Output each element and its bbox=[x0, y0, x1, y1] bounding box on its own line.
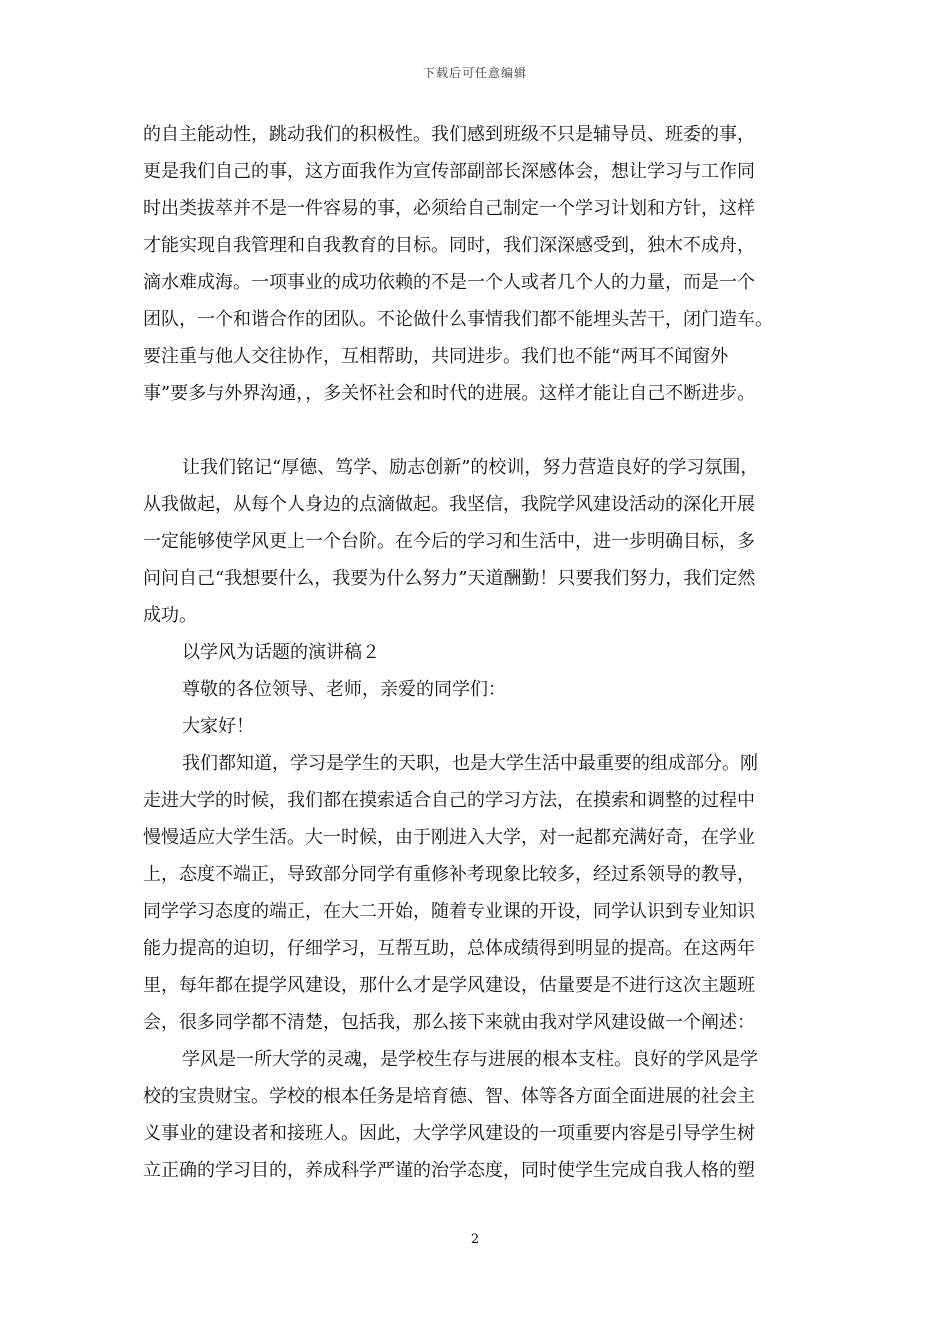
text-line: 时出类拔萃并不是一件容易的事，必须给自己制定一个学习计划和方针，这样 bbox=[143, 198, 755, 219]
text-line: 走进大学的时候，我们都在摸索适合自己的学习方法，在摸索和调整的过程中 bbox=[143, 790, 755, 811]
greeting: 大家好！ bbox=[182, 716, 254, 737]
page-number: 2 bbox=[470, 1232, 480, 1247]
page-header: 下载后可任意编辑 bbox=[422, 66, 527, 80]
text-line: 会，很多同学都不清楚，包括我，那么接下来就由我对学风建设做一个阐述： bbox=[143, 1012, 755, 1033]
text-line: 事”要多与外界沟通，，多关怀社会和时代的进展。这样才能让自己不断进步。 bbox=[143, 383, 756, 404]
section-title: 以学风为话题的演讲稿２ bbox=[182, 642, 380, 663]
text-line: 一定能够使学风更上一个台阶。在今后的学习和生活中，进一步明确目标，多 bbox=[143, 531, 755, 552]
text-line: 的自主能动性，跳动我们的积极性。我们感到班级不只是辅导员、班委的事， bbox=[143, 124, 755, 145]
text-line: 更是我们自己的事，这方面我作为宣传部副部长深感体会，想让学习与工作同 bbox=[143, 161, 755, 182]
salutation: 尊敬的各位领导、老师，亲爱的同学们： bbox=[182, 679, 506, 700]
text-line: 让我们铭记“厚德、笃学、励志创新”的校训，努力营造良好的学习氛围， bbox=[182, 457, 759, 478]
text-line: 能力提高的迫切，仔细学习，互帮互助，总体成绩得到明显的提高。在这两年 bbox=[143, 938, 755, 959]
text-line: 里，每年都在提学风建设，那什么才是学风建设，估量要是不进行这次主题班 bbox=[143, 975, 755, 996]
text-line: 校的宝贵财宝。学校的根本任务是培育德、智、体等各方面全面进展的社会主 bbox=[143, 1086, 755, 1107]
text-line: 团队，一个和谐合作的团队。不论做什么事情我们都不能埋头苦干，闭门造车。 bbox=[143, 309, 773, 330]
text-line: 学风是一所大学的灵魂，是学校生存与进展的根本支柱。良好的学风是学 bbox=[182, 1049, 758, 1070]
text-line: 义事业的建设者和接班人。因此，大学学风建设的一项重要内容是引导学生树 bbox=[143, 1123, 755, 1144]
text-line: 要注重与他人交往协作，互相帮助，共同进步。我们也不能“两耳不闻窗外 bbox=[143, 346, 729, 367]
text-line: 才能实现自我管理和自我教育的目标。同时，我们深深感受到，独木不成舟， bbox=[143, 235, 755, 256]
text-line: 滴水难成海。一项事业的成功依赖的不是一个人或者几个人的力量，而是一个 bbox=[143, 272, 755, 293]
text-line: 同学学习态度的端正，在大二开始，随着专业课的开设，同学认识到专业知识 bbox=[143, 901, 755, 922]
text-line: 问问自己“我想要什么，我要为什么努力”天道酬勤！只要我们努力，我们定然 bbox=[143, 568, 756, 589]
text-line: 我们都知道，学习是学生的天职，也是大学生活中最重要的组成部分。刚 bbox=[182, 753, 758, 774]
text-line: 慢慢适应大学生活。大一时候，由于刚进入大学，对一起都充满好奇，在学业 bbox=[143, 827, 755, 848]
text-line: 立正确的学习目的，养成科学严谨的治学态度，同时使学生完成自我人格的塑 bbox=[143, 1160, 755, 1181]
text-line: 上，态度不端正，导致部分同学有重修补考现象比较多，经过系领导的教导， bbox=[143, 864, 755, 885]
text-line: 成功。 bbox=[143, 605, 197, 626]
text-line: 从我做起，从每个人身边的点滴做起。我坚信，我院学风建设活动的深化开展 bbox=[143, 494, 755, 515]
